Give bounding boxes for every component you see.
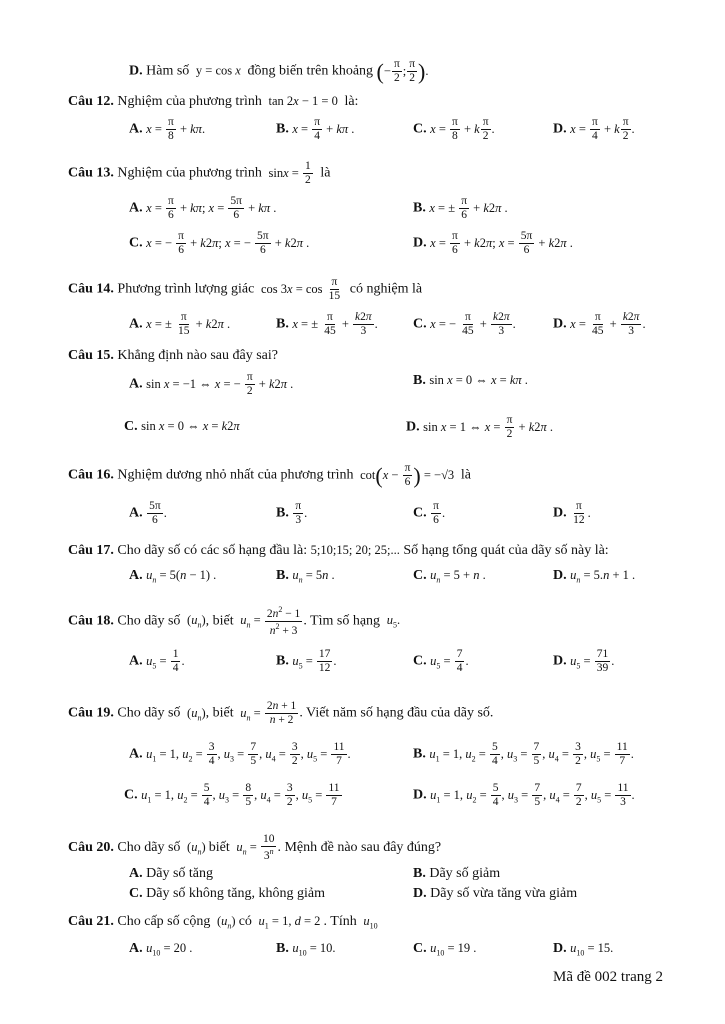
question-text: có nghiệm là bbox=[349, 281, 423, 297]
option-text: Hàm số bbox=[146, 63, 190, 79]
math-expression: cos 3x = cos $\frac{\pi}{15}$ bbox=[257, 276, 341, 303]
answer-option-d[interactable]: D. x = $\frac{\pi}{45}$ + $\frac{k2\pi}{3}$ . bbox=[553, 311, 646, 338]
question-label: Câu 14. bbox=[68, 281, 114, 297]
math-expression: $u_1 = 1$, d = 2 bbox=[258, 914, 324, 931]
question-text: là bbox=[460, 467, 471, 483]
question-label: Câu 21. bbox=[68, 914, 114, 929]
math-expression: $u_n$ = $\frac{2n^2 - 1}{n^2 + 3}$ bbox=[240, 605, 301, 637]
answer-option-c[interactable]: C. sin x = 0 ⇔ x = k2π bbox=[124, 419, 240, 434]
question-text: là: bbox=[344, 94, 359, 109]
question-text: Nghiệm dương nhỏ nhất của phương trình bbox=[117, 467, 354, 483]
answer-option-d[interactable]: D. sin x = 1 ⇔ x = $\frac{\pi}{2}$ + k2π . bbox=[406, 414, 554, 441]
answer-option-c[interactable]: C. x = − $\frac{\pi}{6}$ + k2π; x = − $\frac{5\pi}{6}$ + k2π . bbox=[129, 230, 310, 257]
math-expression: sinx = $\frac{1}{2}$ bbox=[265, 160, 311, 187]
question-text: , biết bbox=[205, 613, 234, 629]
answer-option-a[interactable]: A. $u_n = 5(n - 1)$ . bbox=[129, 568, 217, 585]
answer-option-b[interactable]: B. $u_n = 5n$ . bbox=[276, 568, 335, 585]
answer-option-a[interactable]: A. sin x = −1 ⇔ x = − $\frac{\pi}{2}$ + k2π . bbox=[129, 371, 294, 398]
question-text: biết bbox=[208, 840, 230, 855]
answer-option-c[interactable]: C. $u_5$ = $\frac{7}{4}$ . bbox=[413, 648, 469, 675]
question-text: Số hạng tổng quát của dãy số này là: bbox=[403, 543, 609, 558]
math-expression: cot(x − $\frac{\pi}{6}$ ) = −√3 bbox=[356, 462, 458, 489]
answer-option-d[interactable]: D. x = $\frac{\pi}{6}$ + k2π; x = $\frac{5\pi}{6}$ + k2π . bbox=[413, 230, 573, 257]
answer-option-b[interactable]: B. $\frac{\pi}{3}$ . bbox=[276, 500, 308, 527]
answer-option-c[interactable]: C. $u_{10} = 19$ . bbox=[413, 941, 477, 958]
question-text: là bbox=[320, 165, 331, 181]
answer-option-a[interactable]: A. x = $\frac{\pi}{8}$ + kπ. bbox=[129, 116, 206, 143]
question-text: Cho dãy số bbox=[117, 705, 181, 721]
math-expression: y = cos x bbox=[192, 63, 241, 78]
option-label: D. bbox=[129, 63, 143, 79]
question-text: Cho dãy số bbox=[117, 840, 181, 855]
question-text: , biết bbox=[205, 705, 234, 721]
option-text: đồng biến trên khoảng bbox=[247, 63, 374, 79]
answer-option-d[interactable]: D. x = $\frac{\pi}{4}$ + k $\frac{\pi}{2}$ . bbox=[553, 116, 635, 143]
question-text: Cho cấp số cộng bbox=[117, 914, 211, 929]
answer-option-c[interactable]: C. $u_n = 5 + n$ . bbox=[413, 568, 486, 585]
answer-option-d[interactable]: D. $u_1 = 1$, $u_2$ = $\frac{5}{4}$ , $u_3$ = $\frac{7}{5}$ , $u_4$ = $\frac{7}{2}$ , $u_5$ = $\frac{11}{3}$ . bbox=[413, 782, 635, 809]
question-16 bbox=[68, 462, 471, 489]
answer-option-b[interactable]: B. $u_{10} = 10$. bbox=[276, 941, 336, 958]
answer-option-b[interactable]: B. x = $\frac{\pi}{4}$ + kπ . bbox=[276, 116, 355, 143]
question-text: Phương trình lượng giác bbox=[117, 281, 255, 297]
question-label: Câu 20. bbox=[68, 840, 114, 855]
answer-option-b[interactable]: B. x = ± $\frac{\pi}{6}$ + k2π . bbox=[413, 195, 508, 222]
answer-option-a[interactable]: A. x = ± $\frac{\pi}{15}$ + k2π . bbox=[129, 311, 231, 338]
answer-option-a[interactable]: A. $u_1 = 1$, $u_2$ = $\frac{3}{4}$ , $u_3$ = $\frac{7}{5}$ , $u_4$ = $\frac{3}{2}$ , $u_5$ = $\frac{11}{7}$ . bbox=[129, 741, 351, 768]
question-12 bbox=[68, 95, 358, 109]
answer-option-b[interactable]: B. sin x = 0 ⇔ x = kπ . bbox=[413, 373, 528, 388]
answer-option-c[interactable]: C. x = $\frac{\pi}{8}$ + k $\frac{\pi}{2}$ . bbox=[413, 116, 495, 143]
answer-option-d[interactable]: D. $u_n = 5.n + 1$ . bbox=[553, 568, 636, 585]
question-label: Câu 12. bbox=[68, 94, 114, 109]
answer-option-c[interactable]: C. $\frac{\pi}{6}$ . bbox=[413, 500, 446, 527]
math-expression: $u_n$ = $\frac{2n + 1}{n + 2}$ bbox=[240, 700, 297, 727]
question-14 bbox=[68, 276, 422, 303]
question-label: Câu 17. bbox=[68, 543, 114, 558]
answer-option-d[interactable]: D. Dãy số vừa tăng vừa giảm bbox=[413, 886, 578, 901]
question-label: Câu 15. bbox=[68, 348, 114, 363]
answer-option-d[interactable]: D. $u_{10} = 15$. bbox=[553, 941, 614, 958]
question-18: Câu 18. Cho dãy số $(u_n)$, biết $u_n$ = $\frac{2n^2 - 1}{n^2 + 3}$ . Tìm số hạng $u_5$. bbox=[68, 605, 401, 637]
answer-option-c[interactable]: C. Dãy số không tăng, không giảm bbox=[129, 886, 325, 901]
question-15 bbox=[68, 349, 278, 363]
question-13 bbox=[68, 160, 330, 187]
question-21: Câu 21. Cho cấp số cộng $(u_n)$ có $u_1 = 1$, d = 2 . Tính $u_{10}$ bbox=[68, 914, 378, 931]
page-footer: Mã đề 002 trang 2 bbox=[553, 969, 663, 985]
math-expression: tan 2x − 1 = 0 bbox=[265, 94, 341, 108]
question-text: Cho dãy số bbox=[117, 613, 181, 629]
question-text: Nghiệm của phương trình bbox=[117, 94, 262, 109]
question-20: Câu 20. Cho dãy số $(u_n)$ biết $u_n$ = $\frac{10}{3^n}$ . Mệnh đề nào sau đây đúng? bbox=[68, 833, 442, 863]
answer-option-a[interactable]: A. Dãy số tăng bbox=[129, 866, 214, 881]
question-label: Câu 16. bbox=[68, 467, 114, 483]
question-label: Câu 18. bbox=[68, 613, 114, 629]
question-text: . Viết năm số hạng đầu của dãy số. bbox=[299, 705, 494, 721]
answer-option-b[interactable]: B. Dãy số giảm bbox=[413, 866, 501, 881]
answer-option-b[interactable]: B. $u_1 = 1$, $u_2$ = $\frac{5}{4}$ , $u_3$ = $\frac{7}{5}$ , $u_4$ = $\frac{3}{2}$ , $u_5$ = $\frac{11}{7}$ . bbox=[413, 741, 634, 768]
question-text: Nghiệm của phương trình bbox=[117, 165, 262, 181]
question-text: . Tính bbox=[323, 914, 357, 929]
answer-option-a[interactable]: A. $u_5$ = $\frac{1}{4}$ . bbox=[129, 648, 185, 675]
question-label: Câu 19. bbox=[68, 705, 114, 721]
answer-option-b[interactable]: B. x = ± $\frac{\pi}{45}$ + $\frac{k2\pi}{3}$ . bbox=[276, 311, 378, 338]
question-17 bbox=[68, 544, 609, 558]
question-label: Câu 13. bbox=[68, 165, 114, 181]
answer-option-a[interactable]: A. x = $\frac{\pi}{6}$ + kπ; x = $\frac{5\pi}{6}$ + kπ . bbox=[129, 195, 277, 222]
question-19: Câu 19. Cho dãy số $(u_n)$, biết $u_n$ = $\frac{2n + 1}{n + 2}$ . Viết năm số hạng đầu của dãy số. bbox=[68, 700, 494, 727]
answer-option-a[interactable]: A. $u_{10} = 20$ . bbox=[129, 941, 193, 958]
math-interval: (− $\frac{\pi}{2}$ ; $\frac{\pi}{2}$ ). bbox=[376, 58, 429, 85]
question-text: Cho dãy số có các số hạng đầu là: bbox=[117, 543, 308, 558]
header-option-d bbox=[129, 58, 429, 85]
answer-option-a[interactable]: A. $\frac{5\pi}{6}$ . bbox=[129, 500, 167, 527]
math-expression: $u_n$ = $\frac{10}{3^n}$ bbox=[236, 833, 275, 863]
question-text: Khẳng định nào sau đây sai? bbox=[117, 348, 278, 363]
answer-option-c[interactable]: C. x = − $\frac{\pi}{45}$ + $\frac{k2\pi}{3}$ . bbox=[413, 311, 516, 338]
question-text: . Tìm số hạng bbox=[303, 613, 381, 629]
answer-option-c[interactable]: C. $u_1 = 1$, $u_2$ = $\frac{5}{4}$ , $u_3$ = $\frac{8}{5}$ , $u_4$ = $\frac{3}{2}$ , $u_5$ = $\frac{11}{7}$ bbox=[124, 782, 340, 809]
answer-option-b[interactable]: B. $u_5$ = $\frac{17}{12}$ . bbox=[276, 648, 337, 675]
question-text: . Mệnh đề nào sau đây đúng? bbox=[277, 840, 442, 855]
question-text: có bbox=[238, 914, 252, 929]
answer-option-d[interactable]: D. $\frac{\pi}{12}$ . bbox=[553, 500, 591, 527]
sequence-values: 5;10;15; 20; 25;... bbox=[310, 543, 400, 557]
answer-option-d[interactable]: D. $u_5$ = $\frac{71}{39}$ . bbox=[553, 648, 615, 675]
